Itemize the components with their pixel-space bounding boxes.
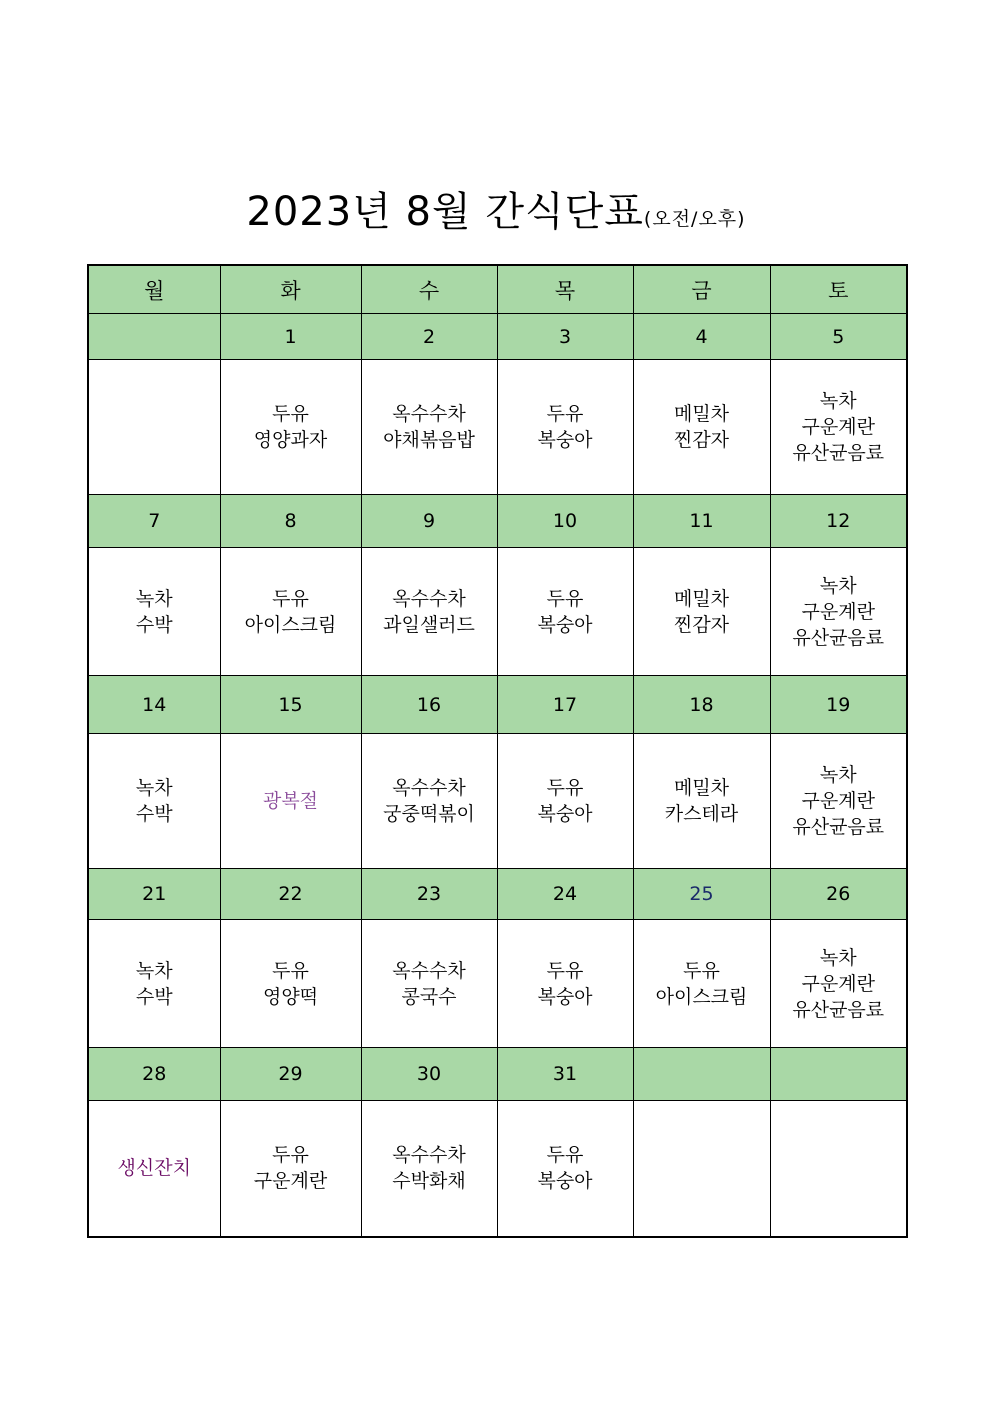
menu-item: 복숭아 (537, 429, 593, 451)
menu-cell (633, 548, 770, 676)
menu-cell (770, 920, 907, 1048)
weekday-header-thu: 목 (497, 265, 633, 314)
date-cell: 29 (220, 1048, 361, 1101)
date-cell (770, 1048, 907, 1101)
date-cell: 12 (770, 495, 907, 548)
menu-item: 두유 (546, 777, 584, 799)
date-cell: 8 (220, 495, 361, 548)
menu-item: 옥수수차 (392, 959, 466, 982)
menu-row (88, 548, 907, 676)
date-cell: 26 (770, 869, 907, 920)
date-cell: 5 (770, 314, 907, 360)
menu-item: 구운계란 (801, 790, 875, 812)
date-cell (633, 1048, 770, 1101)
date-cell: 28 (88, 1048, 220, 1101)
menu-item: 유산균음료 (792, 442, 885, 464)
date-cell: 21 (88, 869, 220, 920)
menu-cell (220, 920, 361, 1048)
menu-cell (770, 1101, 907, 1237)
menu-item: 야채볶음밥 (383, 429, 475, 451)
date-cell: 25 (633, 869, 770, 920)
menu-item: 복숭아 (537, 1170, 593, 1193)
menu-row (88, 1101, 907, 1237)
menu-row (88, 360, 907, 495)
menu-item: 두유 (272, 587, 309, 610)
menu-cell (770, 360, 907, 495)
menu-item: 카스테라 (664, 803, 739, 825)
menu-cell (633, 734, 770, 869)
date-cell: 31 (497, 1048, 633, 1101)
menu-cell (220, 1101, 361, 1237)
page-title (0, 180, 992, 237)
weekday-header-fri: 금 (633, 265, 770, 314)
date-cell: 3 (497, 314, 633, 360)
menu-cell (770, 548, 907, 676)
menu-cell (497, 548, 633, 676)
menu-item: 유산균음료 (792, 816, 885, 838)
weekday-header-mon: 월 (88, 265, 220, 314)
menu-cell (633, 1101, 770, 1237)
date-cell: 23 (361, 869, 497, 920)
menu-cell (88, 548, 220, 676)
menu-item: 녹차 (819, 574, 857, 597)
date-cell: 16 (361, 676, 497, 734)
menu-item: 메밀차 (673, 777, 730, 799)
menu-row (88, 920, 907, 1048)
menu-cell (497, 1101, 633, 1237)
date-cell: 22 (220, 869, 361, 920)
snack-menu-table (87, 264, 908, 1238)
menu-item: 두유 (272, 403, 309, 425)
menu-item: 복숭아 (537, 613, 593, 636)
date-cell: 2 (361, 314, 497, 360)
menu-item: 두유 (546, 959, 584, 982)
date-row (88, 314, 907, 360)
menu-cell (497, 734, 633, 869)
date-cell (88, 314, 220, 360)
menu-item: 구운계란 (801, 600, 875, 623)
menu-item: 녹차 (819, 390, 857, 412)
menu-cell (361, 548, 497, 676)
menu-cell (220, 734, 361, 869)
menu-item: 두유 (546, 587, 584, 610)
date-row (88, 495, 907, 548)
menu-item: 메밀차 (673, 403, 730, 425)
menu-cell (361, 1101, 497, 1237)
menu-item: 두유 (272, 959, 309, 982)
menu-cell (220, 360, 361, 495)
menu-item: 구운계란 (253, 1170, 328, 1193)
menu-item: 복숭아 (537, 985, 593, 1008)
date-cell: 11 (633, 495, 770, 548)
menu-item: 영양과자 (253, 429, 328, 451)
menu-item: 수박 (135, 985, 173, 1008)
menu-item: 콩국수 (401, 985, 457, 1008)
menu-item: 유산균음료 (792, 998, 885, 1021)
date-cell: 9 (361, 495, 497, 548)
holiday-label: 광복절 (262, 790, 319, 812)
menu-item: 옥수수차 (392, 1144, 466, 1167)
weekday-header-wed: 수 (361, 265, 497, 314)
menu-item: 수박 (135, 613, 173, 636)
date-cell: 17 (497, 676, 633, 734)
menu-item: 두유 (546, 1144, 584, 1167)
menu-cell (88, 734, 220, 869)
menu-item: 영양떡 (262, 985, 319, 1008)
title-main: 2023년 8월 간식단표 (246, 189, 644, 235)
date-cell: 24 (497, 869, 633, 920)
menu-row (88, 734, 907, 869)
menu-cell (770, 734, 907, 869)
menu-item: 녹차 (135, 587, 173, 610)
menu-item: 궁중떡볶이 (383, 803, 475, 825)
menu-item: 과일샐러드 (383, 613, 475, 636)
menu-item: 유산균음료 (792, 626, 885, 649)
menu-cell (633, 920, 770, 1048)
date-row (88, 676, 907, 734)
menu-item: 녹차 (135, 959, 173, 982)
date-row (88, 1048, 907, 1101)
menu-item: 찐감자 (673, 613, 730, 636)
menu-cell (361, 360, 497, 495)
weekday-header-tue: 화 (220, 265, 361, 314)
date-cell: 1 (220, 314, 361, 360)
date-cell: 15 (220, 676, 361, 734)
date-row (88, 869, 907, 920)
menu-item: 녹차 (135, 777, 173, 799)
menu-item: 구운계란 (801, 416, 875, 438)
date-cell: 19 (770, 676, 907, 734)
menu-item: 녹차 (819, 946, 857, 969)
date-cell: 4 (633, 314, 770, 360)
date-cell: 10 (497, 495, 633, 548)
date-cell: 18 (633, 676, 770, 734)
menu-item: 구운계란 (801, 972, 875, 995)
menu-item: 옥수수차 (392, 777, 466, 799)
menu-item: 찐감자 (673, 429, 730, 451)
menu-cell (633, 360, 770, 495)
weekday-header-row (88, 265, 907, 314)
menu-cell (88, 360, 220, 495)
menu-item: 아이스크림 (655, 985, 748, 1008)
title-subtitle: (오전/오후) (643, 208, 746, 230)
menu-item: 옥수수차 (392, 587, 466, 610)
menu-item: 수박 (135, 803, 173, 825)
menu-item: 아이스크림 (244, 613, 337, 636)
menu-cell (220, 548, 361, 676)
weekday-header-sat: 토 (770, 265, 907, 314)
menu-cell (88, 1101, 220, 1237)
menu-cell (361, 734, 497, 869)
menu-item: 수박화채 (392, 1170, 466, 1193)
menu-cell (497, 360, 633, 495)
menu-item: 옥수수차 (392, 403, 466, 425)
event-label: 생신잔치 (117, 1157, 191, 1180)
date-cell: 7 (88, 495, 220, 548)
menu-item: 녹차 (819, 764, 857, 786)
menu-item: 복숭아 (537, 803, 593, 825)
menu-cell (88, 920, 220, 1048)
menu-cell (497, 920, 633, 1048)
date-cell: 14 (88, 676, 220, 734)
menu-item: 두유 (272, 1144, 309, 1167)
date-cell: 30 (361, 1048, 497, 1101)
menu-item: 메밀차 (673, 587, 730, 610)
menu-item: 두유 (546, 403, 584, 425)
menu-item: 두유 (683, 959, 720, 982)
menu-cell (361, 920, 497, 1048)
